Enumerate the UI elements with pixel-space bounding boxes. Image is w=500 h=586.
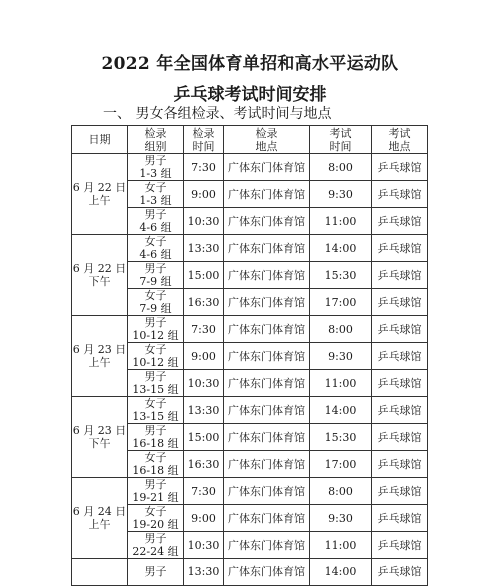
header-row — [72, 126, 428, 154]
checkin-time-cell: 7:30 — [184, 154, 224, 181]
checkin-place-cell: 广体东门体育馆 — [224, 289, 310, 316]
date-line: 6 月 23 日 — [72, 343, 127, 356]
exam-place-cell: 乒乓球馆 — [372, 532, 428, 559]
date-line: 6 月 23 日 — [72, 424, 127, 437]
group-cell — [128, 154, 184, 181]
group-gender: 男子 — [144, 262, 167, 275]
checkin-time-cell: 15:00 — [184, 262, 224, 289]
checkin-place-cell: 广体东门体育馆 — [224, 343, 310, 370]
checkin-place-cell: 广体东门体育馆 — [224, 451, 310, 478]
exam-time-cell: 8:00 — [310, 316, 372, 343]
group-cell — [128, 289, 184, 316]
exam-place-cell: 乒乓球馆 — [372, 154, 428, 181]
exam-place-cell: 乒乓球馆 — [372, 235, 428, 262]
checkin-time-cell: 13:30 — [184, 397, 224, 424]
table-body — [72, 154, 428, 586]
checkin-place-cell: 广体东门体育馆 — [224, 478, 310, 505]
exam-place-cell: 乒乓球馆 — [372, 397, 428, 424]
group-gender: 男子 — [144, 370, 167, 383]
group-range: 7-9 组 — [139, 302, 172, 315]
group-range: 13-15 组 — [132, 410, 179, 423]
table-row — [72, 478, 428, 505]
exam-time-cell: 15:30 — [310, 262, 372, 289]
exam-time-cell: 17:00 — [310, 289, 372, 316]
checkin-place-cell: 广体东门体育馆 — [224, 424, 310, 451]
group-range: 10-12 组 — [132, 329, 179, 342]
group-range: 1-3 组 — [139, 194, 172, 207]
group-cell — [128, 424, 184, 451]
group-range: 10-12 组 — [132, 356, 179, 369]
group-range: 13-15 组 — [132, 383, 179, 396]
date-cell — [72, 316, 128, 397]
exam-place-cell: 乒乓球馆 — [372, 262, 428, 289]
exam-place-cell: 乒乓球馆 — [372, 208, 428, 235]
checkin-time-cell: 10:30 — [184, 532, 224, 559]
date-cell — [72, 154, 128, 235]
group-gender: 男子 — [144, 424, 167, 437]
group-gender: 女子 — [144, 505, 167, 518]
exam-place-cell: 乒乓球馆 — [372, 478, 428, 505]
period-line: 上午 — [88, 356, 111, 369]
checkin-time-cell: 13:30 — [184, 559, 224, 586]
checkin-place-cell: 广体东门体育馆 — [224, 397, 310, 424]
group-gender: 女子 — [144, 235, 167, 248]
exam-time-cell: 14:00 — [310, 397, 372, 424]
table-row — [72, 235, 428, 262]
exam-place-cell: 乒乓球馆 — [372, 181, 428, 208]
group-cell — [128, 505, 184, 532]
group-cell — [128, 559, 184, 586]
checkin-place-cell: 广体东门体育馆 — [224, 154, 310, 181]
checkin-time-cell: 9:00 — [184, 343, 224, 370]
checkin-time-cell: 9:00 — [184, 505, 224, 532]
group-range: 4-6 组 — [139, 221, 172, 234]
group-range: 22-24 组 — [132, 545, 179, 558]
group-cell — [128, 397, 184, 424]
header-exam-time: 考试 时间 — [310, 126, 372, 154]
date-cell — [72, 478, 128, 559]
exam-time-cell: 9:30 — [310, 343, 372, 370]
exam-place-cell: 乒乓球馆 — [372, 559, 428, 586]
group-range: 19-21 组 — [132, 491, 179, 504]
checkin-place-cell: 广体东门体育馆 — [224, 262, 310, 289]
checkin-time-cell: 10:30 — [184, 370, 224, 397]
group-cell — [128, 316, 184, 343]
date-line: 6 月 22 日 — [72, 181, 127, 194]
group-cell — [128, 208, 184, 235]
group-range: 1-3 组 — [139, 167, 172, 180]
exam-time-cell: 15:30 — [310, 424, 372, 451]
document-subtitle: 乒乓球考试时间安排 — [173, 85, 327, 105]
group-range: 7-9 组 — [139, 275, 172, 288]
checkin-place-cell: 广体东门体育馆 — [224, 235, 310, 262]
group-gender: 女子 — [144, 181, 167, 194]
exam-place-cell: 乒乓球馆 — [372, 505, 428, 532]
checkin-time-cell: 10:30 — [184, 208, 224, 235]
exam-time-cell: 17:00 — [310, 451, 372, 478]
exam-place-cell: 乒乓球馆 — [372, 316, 428, 343]
checkin-time-cell: 9:00 — [184, 181, 224, 208]
group-cell — [128, 235, 184, 262]
checkin-place-cell: 广体东门体育馆 — [224, 505, 310, 532]
checkin-time-cell: 7:30 — [184, 478, 224, 505]
group-gender: 女子 — [144, 451, 167, 464]
checkin-time-cell: 7:30 — [184, 316, 224, 343]
checkin-place-cell: 广体东门体育馆 — [224, 559, 310, 586]
exam-time-cell: 14:00 — [310, 559, 372, 586]
group-range: 16-18 组 — [132, 437, 179, 450]
header-date: 日期 — [72, 126, 128, 154]
document-title: 2022 年全国体育单招和高水平运动队 — [101, 54, 399, 74]
exam-place-cell: 乒乓球馆 — [372, 370, 428, 397]
table-header — [72, 126, 428, 154]
header-exam-place: 考试 地点 — [372, 126, 428, 154]
group-range: 19-20 组 — [132, 518, 179, 531]
group-range: 4-6 组 — [139, 248, 172, 261]
group-cell — [128, 478, 184, 505]
group-range: 16-18 组 — [132, 464, 179, 477]
group-gender: 男子 — [144, 478, 167, 491]
period-line: 下午 — [88, 275, 111, 288]
period-line: 下午 — [88, 437, 111, 450]
exam-place-cell: 乒乓球馆 — [372, 451, 428, 478]
group-gender: 男子 — [144, 532, 167, 545]
checkin-time-cell: 16:30 — [184, 451, 224, 478]
table-row — [72, 154, 428, 181]
date-line: 6 月 22 日 — [72, 262, 127, 275]
checkin-place-cell: 广体东门体育馆 — [224, 316, 310, 343]
period-line: 上午 — [88, 194, 111, 207]
exam-time-cell: 9:30 — [310, 505, 372, 532]
exam-place-cell: 乒乓球馆 — [372, 343, 428, 370]
group-gender: 女子 — [144, 343, 167, 356]
exam-time-cell: 9:30 — [310, 181, 372, 208]
group-gender: 女子 — [144, 397, 167, 410]
exam-time-cell: 14:00 — [310, 235, 372, 262]
group-gender: 男子 — [144, 154, 167, 167]
group-gender: 女子 — [144, 289, 167, 302]
table-row — [72, 559, 428, 586]
checkin-time-cell: 16:30 — [184, 289, 224, 316]
exam-time-cell: 11:00 — [310, 532, 372, 559]
header-checkin-time: 检录 时间 — [184, 126, 224, 154]
date-cell — [72, 235, 128, 316]
exam-place-cell: 乒乓球馆 — [372, 424, 428, 451]
exam-time-cell: 11:00 — [310, 370, 372, 397]
date-line: 6 月 24 日 — [72, 505, 127, 518]
header-checkin-group: 检录 组别 — [128, 126, 184, 154]
group-cell — [128, 262, 184, 289]
checkin-place-cell: 广体东门体育馆 — [224, 532, 310, 559]
checkin-place-cell: 广体东门体育馆 — [224, 181, 310, 208]
group-cell — [128, 451, 184, 478]
checkin-time-cell: 13:30 — [184, 235, 224, 262]
header-checkin-place: 检录 地点 — [224, 126, 310, 154]
period-line: 上午 — [88, 518, 111, 531]
group-cell — [128, 343, 184, 370]
group-cell — [128, 532, 184, 559]
checkin-time-cell: 15:00 — [184, 424, 224, 451]
date-cell — [72, 397, 128, 478]
group-cell — [128, 181, 184, 208]
checkin-place-cell: 广体东门体育馆 — [224, 370, 310, 397]
exam-place-cell: 乒乓球馆 — [372, 289, 428, 316]
group-cell — [128, 370, 184, 397]
schedule-table — [71, 125, 428, 586]
table-row — [72, 397, 428, 424]
section-heading: 一、 男女各组检录、考试时间与地点 — [103, 106, 332, 122]
exam-time-cell: 8:00 — [310, 478, 372, 505]
exam-time-cell: 8:00 — [310, 154, 372, 181]
group-gender: 男子 — [144, 565, 167, 579]
date-cell — [72, 559, 128, 586]
exam-time-cell: 11:00 — [310, 208, 372, 235]
group-gender: 男子 — [144, 316, 167, 329]
checkin-place-cell: 广体东门体育馆 — [224, 208, 310, 235]
table-row — [72, 316, 428, 343]
group-gender: 男子 — [144, 208, 167, 221]
